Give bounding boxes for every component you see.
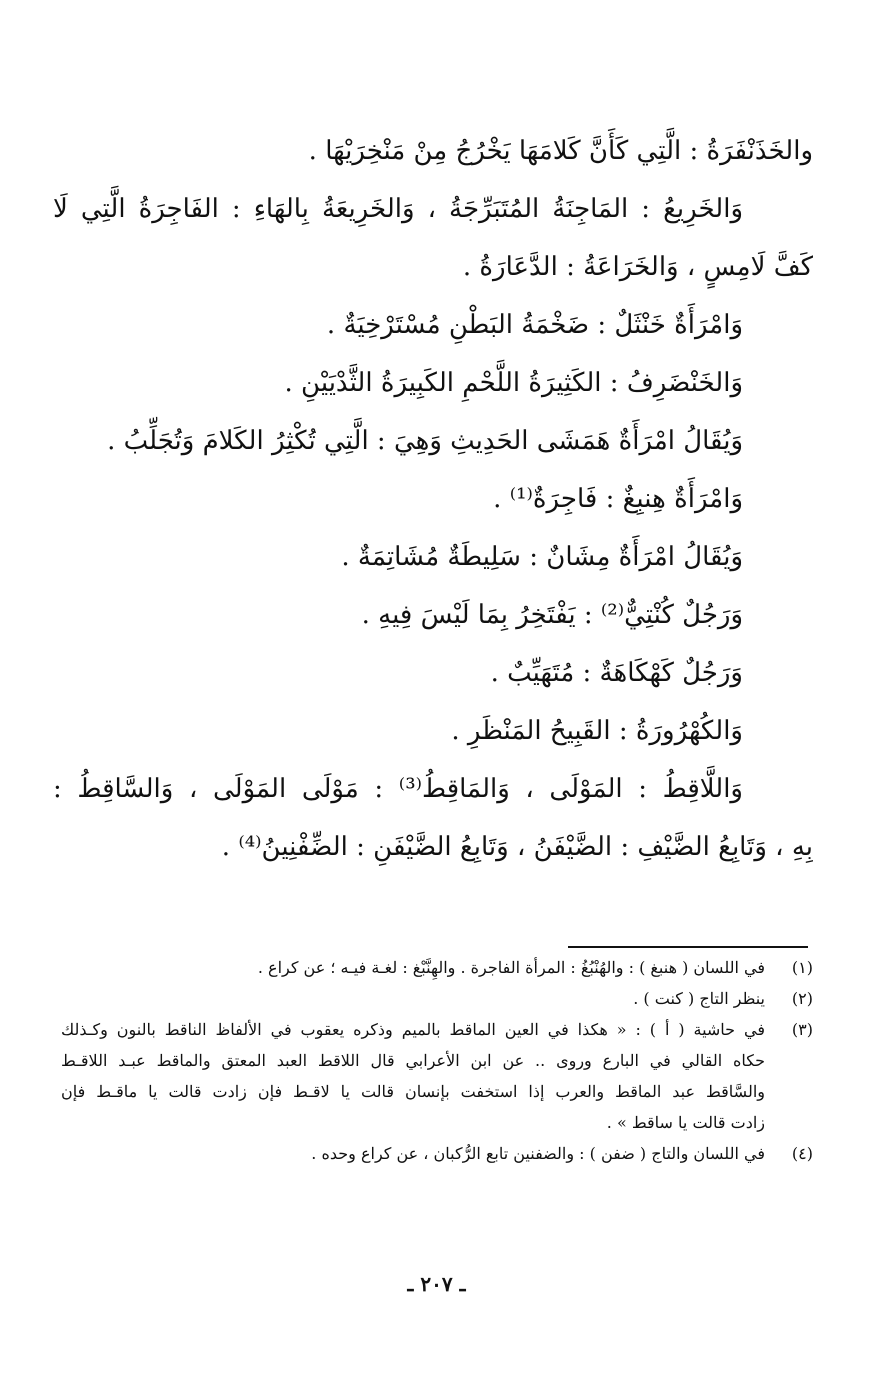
footnote-line: والسَّاقط عبد الماقط والعرب إذا استخفت بإنسان قالت يا لاقـط فإن زادت قالت يا ماقـط فإن (61, 1082, 765, 1101)
footnote-line: في حاشية ( أ ) : « هكذا في العين الماقط بالميم وذكره يعقوب في الألفاظ الناقط بالنون وكـذلك (61, 1020, 765, 1039)
main-line-9: وَرَجُلٌ كُنْتِيٌّ⁽²⁾ : يَفْتَخِرُ بِمَا لَيْسَ فِيهِ . (361, 600, 743, 630)
footnotes (61, 952, 813, 1169)
main-line-2: وَالخَرِيعُ : المَاجِنَةُ المُتَبَرِّجَةُ ، وَالخَرِيعَةُ بِالهَاءِ : الفَاجِرَةُ الَّتِي لَا (53, 194, 743, 224)
main-line-1: والخَذَنْفَرَةُ : الَّتِي كَأَنَّ كَلامَهَا يَخْرُجُ مِنْ مَنْخِرَيْهَا . (308, 136, 813, 166)
main-line-8: وَيُقَالُ امْرَأَةٌ مِشَانٌ : سَلِيطَةٌ مُشَاتِمَةٌ . (341, 542, 743, 572)
footnote-line: في اللسان والتاج ( ضفن ) : والضفنين تابع الرُّكبان ، عن كراع وحده . (311, 1144, 765, 1163)
footnote-text (61, 983, 765, 1014)
main-line-3: كَفَّ لَامِسٍ ، وَالخَرَاعَةُ : الدَّعَارَةُ . (462, 252, 813, 282)
footnote-line: حكاه القالي في البارع وروى .. عن ابن الأعرابي قال اللاقط العبد المعتق والماقط عبـد اللاقـط (61, 1051, 765, 1070)
footnote-text (61, 1014, 765, 1138)
main-text (53, 122, 813, 876)
main-line-5: وَالخَنْضَرِفُ : الكَثِيرَةُ اللَّحْمِ الكَبِيرَةُ الثَّدْيَيْنِ . (284, 368, 743, 398)
main-line-4: وَامْرَأَةٌ خَنْثَلٌ : ضَخْمَةُ البَطْنِ مُسْتَرْخِيَةٌ . (326, 310, 743, 340)
page-number: ـ ٢٠٧ ـ (407, 1272, 466, 1296)
main-line-10: وَرَجُلٌ كَهْكَاهَةٌ : مُتَهَيِّبٌ . (490, 658, 743, 688)
footnote-3 (61, 1014, 813, 1138)
main-line-6: وَيُقَالُ امْرَأَةٌ هَمَشَى الحَدِيثِ وَهِيَ : الَّتِي تُكْثِرُ الكَلامَ وَتُجَلِّبُ . (107, 426, 743, 456)
footnote-4 (61, 1138, 813, 1169)
main-line-11: وَالكُهْرُورَةُ : القَبِيحُ المَنْظَرِ . (451, 716, 743, 746)
footnote-line: في اللسان ( هنبغ ) : والهُنْبُغُ : المرأة الفاجرة . والهِنَّبْغ : لغـة فيـه ؛ عن كراع . (257, 958, 765, 977)
main-line-7: وَامْرَأَةٌ هِنبِغٌ : فَاجِرَةٌ⁽¹⁾ . (493, 484, 743, 514)
main-line-12: وَاللَّاقِطُ : المَوْلَى ، وَالمَاقِطُ⁽³⁾ : مَوْلَى المَوْلَى ، وَالسَّاقِطُ : (53, 774, 743, 804)
footnote-line: ينظر التاج ( كنت ) . (633, 989, 765, 1008)
footnote-number: (١) (791, 958, 813, 977)
footnote-2 (61, 983, 813, 1014)
footnote-number: (٣) (791, 1020, 813, 1039)
main-line-13: بِهِ ، وَتَابِعُ الضَّيْفِ : الضَّيْفَنُ ، وَتَابِعُ الضَّيْفَنِ : الضِّفْنِينُ⁽⁴⁾ . (221, 832, 813, 862)
footnote-number: (٢) (791, 989, 813, 1008)
footnote-text (61, 952, 765, 983)
footnote-separator (568, 946, 808, 948)
footnote-number: (٤) (791, 1144, 813, 1163)
footnote-line: زادت قالت يا ساقط » . (606, 1113, 765, 1132)
footnote-1 (61, 952, 813, 983)
footnote-text (61, 1138, 765, 1169)
